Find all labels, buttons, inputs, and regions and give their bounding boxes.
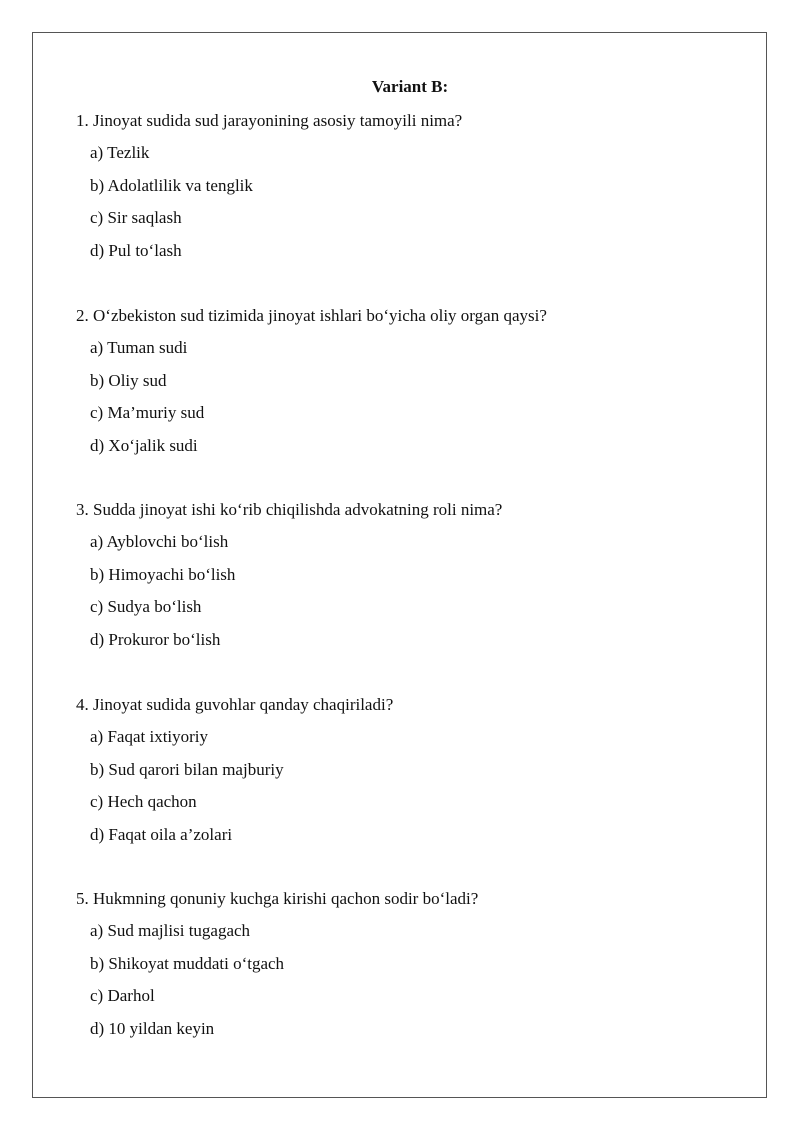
answer-option: c) Darhol [90,986,155,1005]
question-text: 5. Hukmning qonuniy kuchga kirishi qachon sodir bo‘ladi? [76,889,479,908]
question-text: 1. Jinoyat sudida sud jarayonining asosiy tamoyili nima? [76,111,463,130]
answer-option: c) Hech qachon [90,792,197,811]
answer-option: c) Sudya bo‘lish [90,597,202,616]
answer-option: a) Sud majlisi tugagach [90,921,251,940]
answer-option: d) Xo‘jalik sudi [90,436,198,455]
answer-option: a) Ayblovchi bo‘lish [90,532,229,551]
answer-option: b) Adolatlilik va tenglik [90,176,253,195]
question-text: 2. O‘zbekiston sud tizimida jinoyat ishlari bo‘yicha oliy organ qaysi? [76,306,547,325]
answer-option: b) Shikoyat muddati o‘tgach [90,954,285,973]
question-text: 3. Sudda jinoyat ishi ko‘rib chiqilishda advokatning roli nima? [76,500,503,519]
answer-option: b) Sud qarori bilan majburiy [90,760,284,779]
answer-option: a) Faqat ixtiyoriy [90,727,209,746]
answer-option: b) Oliy sud [90,371,167,390]
question-text: 4. Jinoyat sudida guvohlar qanday chaqiriladi? [76,695,394,714]
answer-option: b) Himoyachi bo‘lish [90,565,236,584]
answer-option: a) Tezlik [90,143,150,162]
answer-option: d) 10 yildan keyin [90,1019,215,1038]
answer-option: c) Sir saqlash [90,208,182,227]
document-title: Variant B: [371,77,449,96]
answer-option: d) Pul to‘lash [90,241,182,260]
answer-option: d) Faqat oila a’zolari [90,825,233,844]
answer-option: d) Prokuror bo‘lish [90,630,221,649]
answer-option: c) Ma’muriy sud [90,403,205,422]
answer-option: a) Tuman sudi [90,338,188,357]
